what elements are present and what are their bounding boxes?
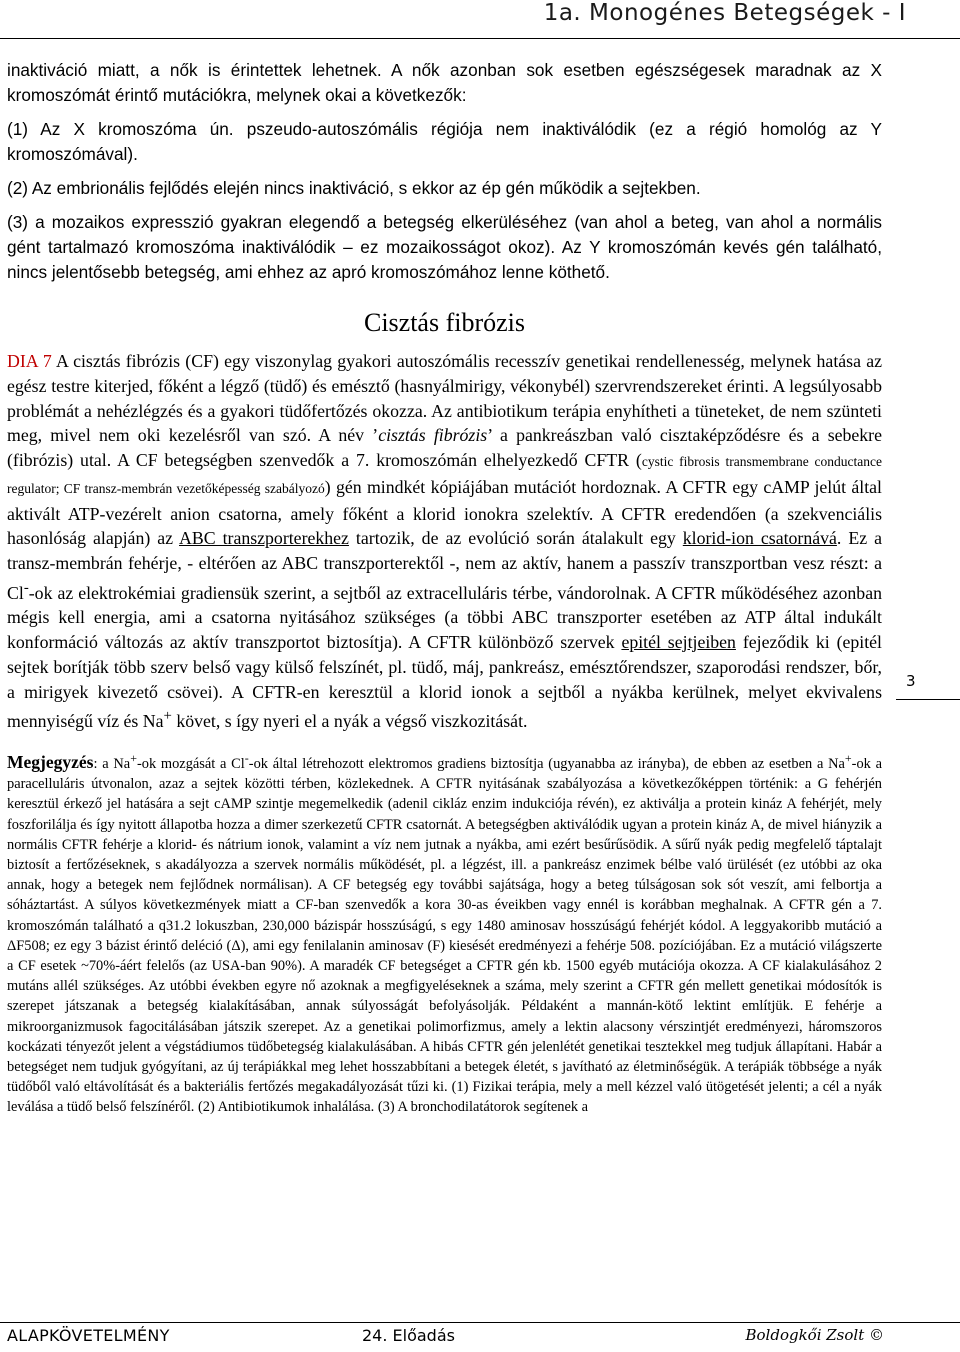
text-segment: . Ez a transz-membrán fehérje, - eltérően az ABC transzporterektől -, nem az aktív, hanem a passzív transzportban vesz részt: a Cl xyxy=(7,528,882,603)
text-segment: -ok a paracelluláris útvonalon, azaz a sejtek közötti térben, közlekednek. A CFTR nyitásának szabályozása a következőképpen történik: a G fehérjén keresztül érkező jel hatására a sejt cAMP szintje megemelkedik (adenil cikláz enzim indukciója révén), ez aktiválja a protein kináz A fehérjét, mely foszforilálja és így nyitott állapotba hozza a dimer szerkezetű CFTR csatornát. A betegségben aktiválódik ugyan a protein kináz A, de mivel hiányzik a normális CFTR fehérje a klorid- és nátrium ionok, valamint a víz nem jutnak a nyákba, ami ezért besűrűsödik. A sűrű nyák pedig megfelelő táptalajt biztosít a fertőzéseknek, s akadályozza a szervek normális működését, pl. a légzést, ill. a pankreász enzimek bélbe való ürülését (ez utóbbi az oka annak, hogy a betegek nem fejlődnek normálisan). A CF betegség egy további sajátsága, hogy a beteg túlságosan sok sót veszít, ami felbortja a sóháztartást. A súlyos következmények miatt a CF-ban szenvedők a kora 30-as éveikben vagy ennél is korábban meghalnak. A CFTR gén a 7. kromoszómán található a q31.2 lokuszban, 230,000 bázispár hosszúságú, s egy 1480 aminosav hosszúságú fehérjét kódol. A leggyakoribb mutáció a ΔF508; ez egy 3 bázist érintő deléció (Δ), ami egy fenilalanin aminosav (F) kiesését eredményezi a fehérje 508. pozíciójában. Ez a mutáció világszerte a CF esetek ~70%-áért felelős (az USA-ban 90%). A maradék CF betegséget a CFTR gén kb. 1500 egyéb mutációja okozza. A CF kialakulásához 2 mutáns allél szükséges. Az utóbbi években egyre nő azoknak a megfigyeléseknek a száma, mely szerint a CFTR gén mellett genetikai módosítók is szerepet játszanak a betegség kialakításában, annak súlyosságát befolyásolják. Példaként a mannán-kötő lektint említjük. E fehérje a mikroorganizmusok fagocitálásában játszik szerepet. Az a genetikai polimorfizmus, amely a lektin alacsony vérszintjét eredményezi, háromszoros kockázati tényezőt jelent a végstádiumos tüdőbetegség kialakulásában. A hibás CFTR gén jelenlétét genetikai tesztekkel meg tudjuk állapítani. Habár a betegséget nem tudjuk gyógyítani, az új terápiákkal meg lehet hosszabbítani a betegek életét, s javítható az életminőségük. A terápiák többsége a nyák tüdőből való eltávolítását és a bakteriális fertőzés megakadályozását tűzi ki. (1) Fizikai terápia, mely a mell kézzel való ütögetését jelenti; a cél a nyák leválása a tüdő belső felszínéről. (2) Antibiotikumok inhalálása. (3) A bronchodilatátorok segítenek a xyxy=(7,755,883,1116)
footer-author: Boldogkői Zsolt © xyxy=(745,1326,884,1344)
superscript-plus: + xyxy=(163,708,172,725)
superscript-minus: - xyxy=(244,751,249,766)
superscript-plus: + xyxy=(130,751,137,766)
superscript-minus: - xyxy=(23,579,29,596)
footer-center: 24. Előadás xyxy=(362,1326,455,1345)
section-title: Cisztás fibrózis xyxy=(363,308,526,337)
epithelial-cells-link[interactable]: epitél sejtjeiben xyxy=(621,632,736,653)
text-segment: fejeződik ki (epitél sejtek borítják több szerv belső vagy külső felszínét, pl. tüdő, máj, pankreász, emésztőrendszer, szaporodási rendszer, bőr, a mirigyek kivezető csövei). A CFTR-en keresztül a klorid ionok a sejtből a nyákba kerülnek, melyet ekvivalens mennyiségű víz és Na xyxy=(7,632,882,732)
cftr-expansion: cystic fibrosis transmembrane conductance regulator; CF transz-membrán vezetőképesség szabályozó xyxy=(7,454,882,496)
text-segment: ) gén mindkét kópiájában mutációt hordoznak. A CFTR egy cAMP jelút által aktivált ATP-vezérelt anion csatorna, amely főként a klorid ionokra szelektív. A CFTR eredendően (a szekvenciális hasonlóság alapján) az xyxy=(7,476,882,549)
note-label: Megjegyzés xyxy=(7,751,94,772)
text-segment: -ok által létrehozott elektromos gradiens biztosítja (ugyanabba az irányba), de ebben az esetben a Na xyxy=(248,755,845,772)
header-rule xyxy=(0,38,960,39)
superscript-plus: + xyxy=(844,751,852,766)
text-segment: -ok mozgását a Cl xyxy=(136,755,245,772)
page-number: 3 xyxy=(906,672,916,690)
chloride-channel-link[interactable]: klorid-ion csatornává xyxy=(682,528,837,549)
page-content xyxy=(7,58,882,1132)
intro-paragraph-3: (2) Az embrionális fejlődés elején nincs inaktiváció, s ekkor az ép gén működik a sejtekben. xyxy=(7,178,701,198)
intro-paragraph-4: (3) a mozaikos expresszió gyakran elegendő a betegség elkerüléséhez (van ahol a beteg, van ahol a normális gént tartalmazó kromoszóma inaktiválódik – ez mozaikosságot okoz). Az Y kromoszómán kevés gén található, nincs jelentősebb betegség, ami ehhez az apró kromoszómához lenne köthető. xyxy=(7,212,882,282)
footer-left: ALAPKÖVETELMÉNY xyxy=(7,1326,170,1345)
footer-rule xyxy=(0,1322,960,1323)
text-segment: ’ a pankreászban való cisztaképződésre és a sebekre (fibrózis) utal. A CF betegségben szenvedők a 7. kromoszómán elhelyezkedő CFTR ( xyxy=(7,425,882,470)
page-number-rule xyxy=(896,699,960,700)
intro-paragraph-2: (1) Az X kromoszóma ún. pszeudo-autoszómális régiója nem inaktiválódik (ez a régió homológ az Y kromoszómával). xyxy=(7,119,882,164)
text-segment: követ, s így nyeri el a nyák a végső viszkozitását. xyxy=(171,711,528,732)
page-header-title: 1a. Monogénes Betegségek - I xyxy=(543,0,906,26)
note-paragraph xyxy=(7,748,882,1117)
intro-paragraph-1: inaktiváció miatt, a nők is érintettek lehetnek. A nők azonban sok esetben egészségesek maradnak az X kromoszómát érintő mutációkra, melynek okai a következők: xyxy=(7,60,882,105)
main-paragraph xyxy=(7,349,882,734)
text-segment: -ok az elektrokémiai gradiensük szerint, a sejtből az extracelluláris térbe, vándorolnak. A CFTR működéséhez azonban mégis kell energia, ami a csatorna nyitásához szükséges (a többi ABC transzporter esetében az ATP által indukált konformáció változás az aktív transzportot biztosítja). A CFTR különböző szervek xyxy=(7,582,882,653)
text-segment: A cisztás fibrózis (CF) egy viszonylag gyakori autoszómális recesszív genetikai rendellenesség, melynek hatása az egész testre kiterjed, főként a légző (tüdő) és emésztő (hasnyálmirigy, vékonybél) szervrendszereket érinti. A legsúlyosabb problémát a nehézlégzés és a gyakori tüdőfertőzés okozza. Az antibiotikum terápia enyhítheti a tüneteket, de nem szünteti meg, mivel nem oki kezelésről van szó. A név ’ xyxy=(7,351,882,446)
dia-label: DIA 7 xyxy=(7,351,52,371)
abc-transporter-link[interactable]: ABC transzporterekhez xyxy=(179,528,349,549)
text-segment: tartozik, de az evolúció során átalakult egy xyxy=(348,528,683,549)
text-segment: : a Na xyxy=(93,755,131,772)
italic-term: cisztás fibrózis xyxy=(378,425,488,446)
